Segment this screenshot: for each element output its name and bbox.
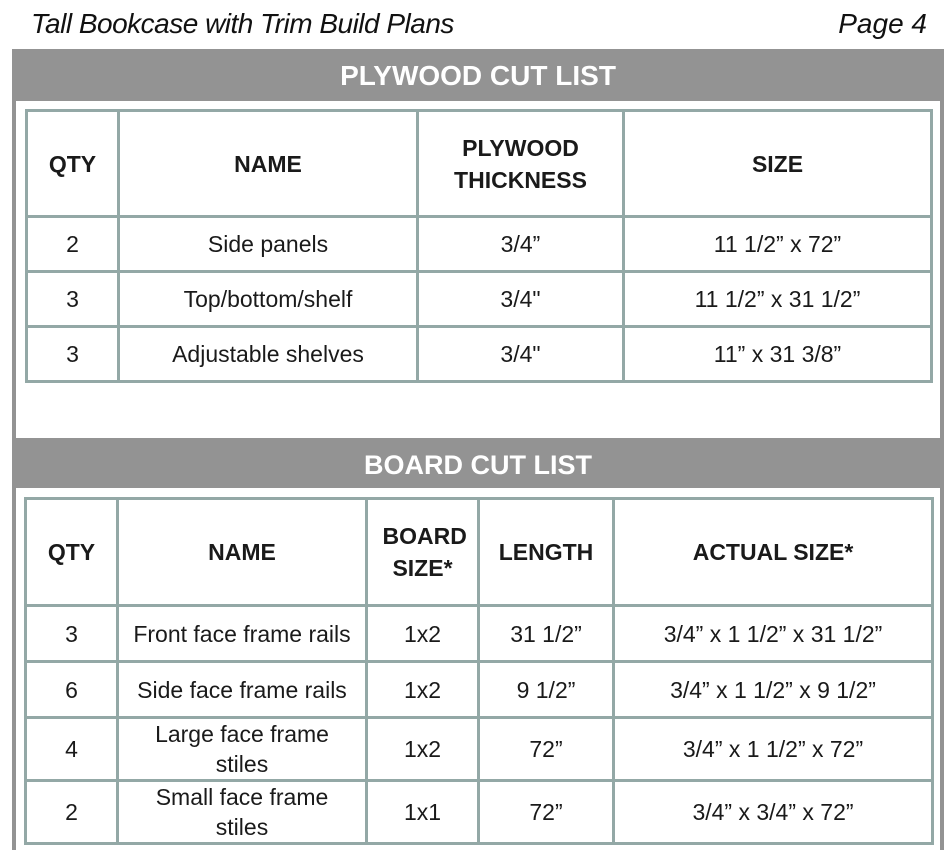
cell-size: 11” x 31 3/8” [624, 327, 932, 382]
cell-thickness: 3/4" [418, 272, 624, 327]
table-header-row [26, 499, 933, 606]
cell-qty: 3 [27, 327, 119, 382]
column-header-qty: QTY [27, 111, 119, 217]
cell-length: 9 1/2” [479, 662, 614, 718]
cell-actual-size: 3/4” x 1 1/2” x 31 1/2” [614, 606, 933, 662]
cell-length: 72” [479, 718, 614, 781]
cell-board-size: 1x1 [367, 781, 479, 844]
cell-length: 72” [479, 781, 614, 844]
document-title: Tall Bookcase with Trim Build Plans [31, 8, 454, 39]
column-header-board-size [367, 499, 479, 606]
column-header-length: LENGTH [479, 499, 614, 606]
column-header-size: SIZE [624, 111, 932, 217]
cell-qty: 2 [26, 781, 118, 844]
table-row [27, 272, 932, 327]
table-row [26, 606, 933, 662]
cell-qty: 4 [26, 718, 118, 781]
cell-name [118, 781, 367, 844]
plywood-cut-list-table [25, 109, 933, 383]
column-header-name: NAME [119, 111, 418, 217]
page-number: Page 4 [838, 8, 927, 39]
cell-name: Top/bottom/shelf [119, 272, 418, 327]
cell-name: Side face frame rails [118, 662, 367, 718]
table-row [26, 662, 933, 718]
cell-size: 11 1/2” x 72” [624, 217, 932, 272]
table-row [27, 327, 932, 382]
table-header-row [27, 111, 932, 217]
cell-thickness: 3/4” [418, 217, 624, 272]
cell-actual-size: 3/4” x 1 1/2” x 9 1/2” [614, 662, 933, 718]
table-row [27, 217, 932, 272]
cell-qty: 3 [26, 606, 118, 662]
cell-name: Side panels [119, 217, 418, 272]
cell-name: Front face frame rails [118, 606, 367, 662]
table-row [26, 781, 933, 844]
board-size-header-label: BOARD SIZE* [382, 523, 467, 581]
cell-board-size: 1x2 [367, 662, 479, 718]
cell-actual-size: 3/4” x 3/4” x 72” [614, 781, 933, 844]
column-header-qty: QTY [26, 499, 118, 606]
name-label: Large face frame stiles [155, 721, 329, 777]
column-header-thickness [418, 111, 624, 217]
column-header-actual-size: ACTUAL SIZE* [614, 499, 933, 606]
cell-qty: 3 [27, 272, 119, 327]
cell-board-size: 1x2 [367, 718, 479, 781]
cell-actual-size: 3/4” x 1 1/2” x 72” [614, 718, 933, 781]
board-cut-list-table [24, 497, 934, 845]
cell-qty: 2 [27, 217, 119, 272]
board-cut-list-heading: BOARD CUT LIST [12, 438, 944, 488]
cell-board-size: 1x2 [367, 606, 479, 662]
column-header-name: NAME [118, 499, 367, 606]
name-label: Small face frame stiles [155, 784, 329, 840]
cell-name: Adjustable shelves [119, 327, 418, 382]
table-row [26, 718, 933, 781]
cell-thickness: 3/4" [418, 327, 624, 382]
cell-qty: 6 [26, 662, 118, 718]
plywood-cut-list-heading: PLYWOOD CUT LIST [12, 49, 944, 101]
cell-name [118, 718, 367, 781]
cell-length: 31 1/2” [479, 606, 614, 662]
thickness-header-label: PLYWOOD THICKNESS [454, 134, 587, 193]
cell-size: 11 1/2” x 31 1/2” [624, 272, 932, 327]
